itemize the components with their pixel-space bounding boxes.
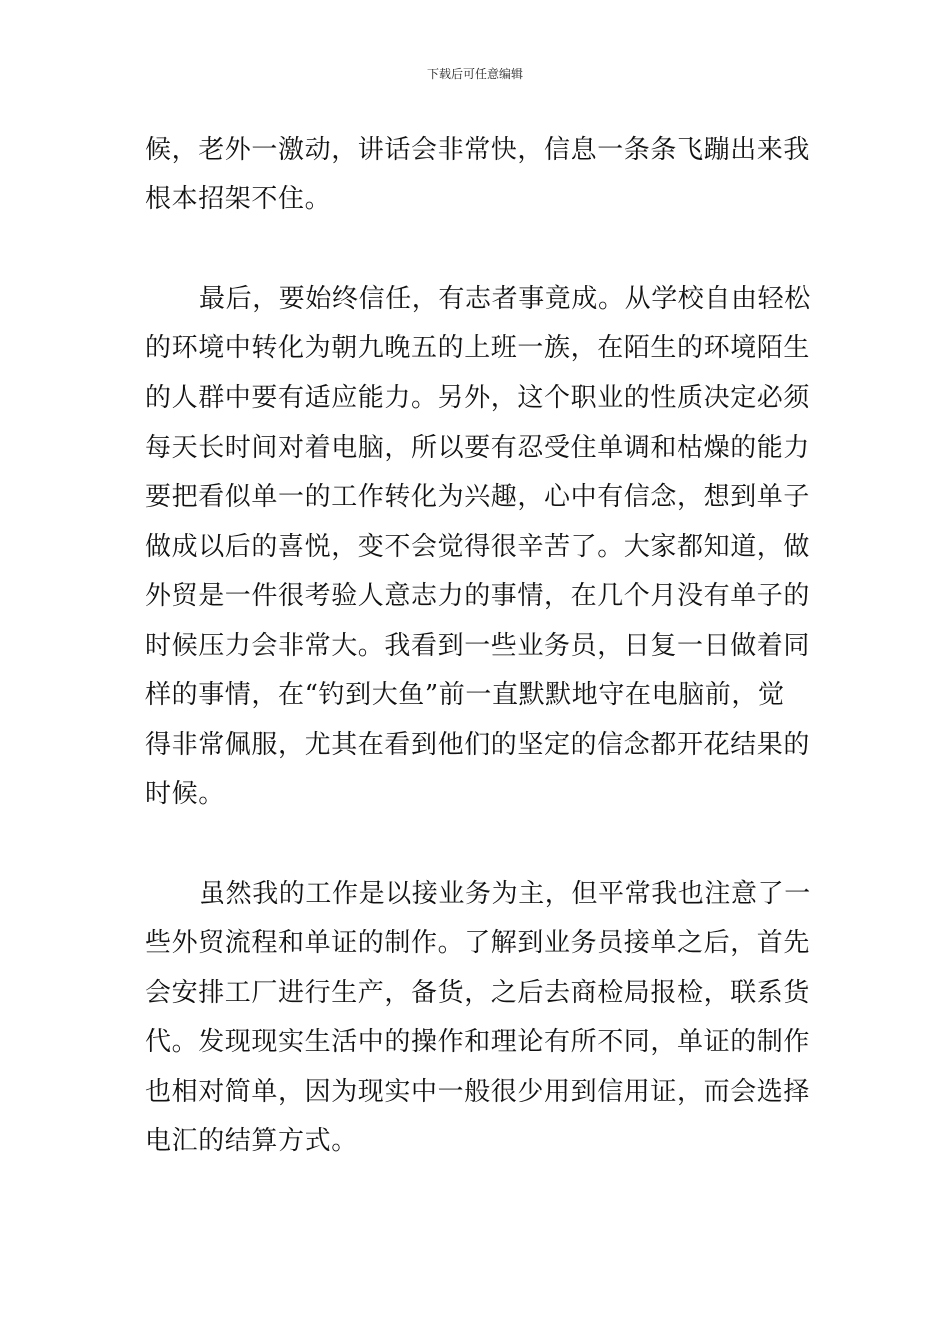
text-line: 候，老外一激动，讲话会非常快，信息一条条飞蹦出来我: [145, 135, 811, 165]
text-line: 得非常佩服，尤其在看到他们的坚定的信念都开花结果的: [145, 730, 811, 760]
text-line: 外贸是一件很考验人意志力的事情，在几个月没有单子的: [145, 581, 811, 611]
text-line: 虽然我的工作是以接业务为主，但平常我也注意了一: [199, 879, 811, 909]
text-line: 最后，要始终信任，有志者事竟成。从学校自由轻松: [199, 284, 811, 314]
text-line: 样的事情，在“钓到大鱼”前一直默默地守在电脑前，觉: [145, 680, 785, 710]
text-line: 的人群中要有适应能力。另外，这个职业的性质决定必须: [145, 383, 811, 413]
text-line: 的环境中转化为朝九晚五的上班一族，在陌生的环境陌生: [145, 333, 811, 363]
text-line: 会安排工厂进行生产，备货，之后去商检局报检，联系货: [145, 978, 811, 1008]
text-line: 每天长时间对着电脑，所以要有忍受住单调和枯燥的能力: [145, 433, 811, 463]
text-line: 根本招架不住。: [145, 184, 332, 214]
text-line: 要把看似单一的工作转化为兴趣，心中有信念，想到单子: [145, 482, 811, 512]
text-line: 也相对简单，因为现实中一般很少用到信用证，而会选择: [145, 1077, 811, 1107]
text-line: 时候。: [145, 779, 225, 809]
text-line: 做成以后的喜悦，变不会觉得很辛苦了。大家都知道，做: [145, 532, 811, 562]
text-line: 代。发现现实生活中的操作和理论有所不同，单证的制作: [145, 1027, 811, 1057]
text-line: 时候压力会非常大。我看到一些业务员，日复一日做着同: [145, 631, 811, 661]
text-line: 些外贸流程和单证的制作。了解到业务员接单之后，首先: [145, 928, 811, 958]
page-header: 下载后可任意编辑: [426, 67, 523, 81]
text-line: 电汇的结算方式。: [145, 1126, 358, 1156]
